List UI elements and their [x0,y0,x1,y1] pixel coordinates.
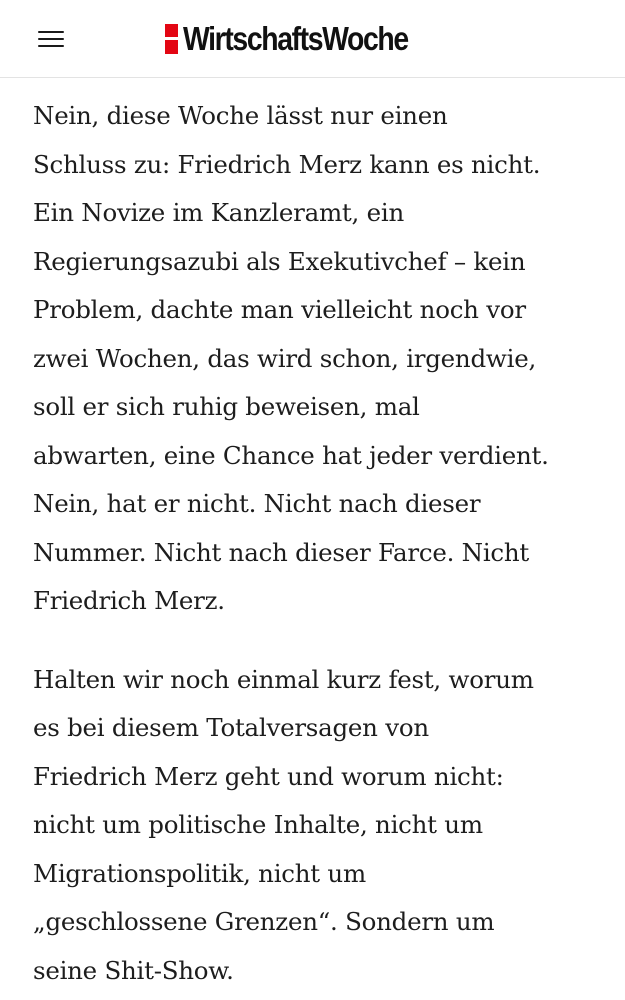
menu-bar-top [38,31,64,33]
text-line: Friedrich Merz geht und worum nicht: [33,761,504,791]
text-line: soll er sich ruhig beweisen, mal [33,392,420,421]
text-line: Ein Novize im Kanzleramt, ein [33,198,404,227]
text-line: Problem, dachte man vielleicht noch vor [33,295,526,324]
paragraph-2 [33,656,603,996]
site-logo[interactable] [165,22,444,56]
text-line: „geschlossene Grenzen“. Sondern um [33,907,495,936]
text-line: Schluss zu: Friedrich Merz kann es nicht. [33,149,541,179]
article-body [33,92,603,995]
hamburger-menu-icon[interactable] [38,28,64,50]
text-line: Nein, hat er nicht. Nicht nach dieser [33,489,481,518]
menu-bar-bottom [38,45,64,47]
text-line: Nein, diese Woche lässt nur einen [33,101,448,130]
site-header [0,0,625,78]
text-line: Migrationspolitik, nicht um [33,858,366,888]
paragraph-1 [33,92,603,626]
text-line: abwarten, eine Chance hat jeder verdient. [33,440,549,470]
text-line: Friedrich Merz. [33,586,225,615]
text-line: Nummer. Nicht nach dieser Farce. Nicht [33,537,530,567]
text-line: es bei diesem Totalversagen von [33,713,429,742]
text-line: zwei Wochen, das wird schon, irgendwie, [33,343,536,373]
text-line: nicht um politische Inhalte, nicht um [33,810,483,839]
text-line: seine Shit-Show. [33,955,234,985]
menu-bar-middle [38,38,64,40]
text-line: Halten wir noch einmal kurz fest, worum [33,664,534,694]
logo-text: WirtschaftsWoche [183,20,408,57]
logo-mark-icon [165,24,178,54]
text-line: Regierungsazubi als Exekutivchef – kein [33,246,526,276]
